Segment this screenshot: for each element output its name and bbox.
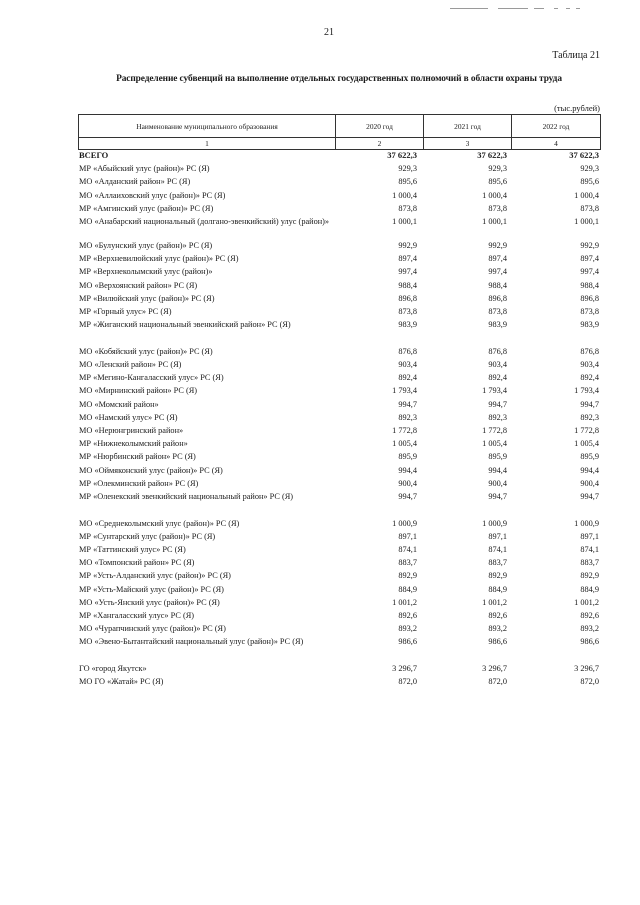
group-spacer	[78, 331, 600, 345]
value-2021: 892,6	[488, 611, 507, 620]
table-row	[78, 371, 600, 384]
table-row	[78, 622, 600, 635]
row-name: МО «Усть-Янский улус (район)» РС (Я)	[79, 597, 220, 607]
value-2020: 873,8	[398, 203, 417, 213]
table-row	[78, 292, 600, 305]
value-2021: 992,9	[488, 240, 507, 250]
value-2022: 1 000,4	[574, 190, 599, 200]
row-name: МР «Вилюйский улус (район)» РС (Я)	[79, 293, 215, 303]
header-2021-column: 2021 год	[424, 115, 512, 138]
header-name-column: Наименование муниципального образования	[79, 115, 336, 138]
table-body	[78, 149, 600, 689]
value-2020: 1 001,2	[392, 597, 417, 607]
table-row	[78, 305, 600, 318]
value-2021: 876,8	[488, 346, 507, 356]
value-2020: 1 793,4	[392, 386, 417, 396]
value-2021: 994,7	[488, 491, 507, 501]
value-2022: 983,9	[580, 320, 599, 330]
value-2022: 892,4	[580, 373, 599, 383]
row-name: МР «Горный улус» РС (Я)	[79, 306, 172, 316]
value-2021: 37 622,3	[477, 150, 507, 160]
header-num-1: 1	[79, 138, 336, 150]
table-row	[78, 477, 600, 490]
table-row	[78, 490, 600, 503]
value-2020: 1 005,4	[392, 439, 417, 449]
value-2020: 892,9	[398, 571, 417, 581]
value-2021: 874,1	[488, 545, 507, 555]
value-2020: 994,4	[398, 465, 417, 475]
value-2022: 1 000,9	[574, 518, 599, 528]
value-2021: 983,9	[488, 320, 507, 330]
row-name: МР «Амгинский улус (район)» РС (Я)	[79, 203, 214, 213]
value-2021: 895,6	[488, 177, 507, 187]
value-2022: 929,3	[580, 164, 599, 174]
value-2022: 1 772,8	[574, 425, 599, 435]
value-2020: 884,9	[398, 584, 417, 594]
value-2022: 897,4	[580, 254, 599, 264]
row-name: МР «Усть-Алданский улус (район)» РС (Я)	[79, 571, 231, 581]
value-2022: 986,6	[580, 637, 599, 647]
row-name: МР «Хангаласский улус» РС (Я)	[79, 611, 195, 620]
table-row	[78, 162, 600, 175]
table-row	[78, 189, 600, 202]
value-2021: 884,9	[488, 584, 507, 594]
value-2021: 900,4	[488, 478, 507, 488]
value-2020: 929,3	[398, 164, 417, 174]
table-row	[78, 517, 600, 530]
row-name: МР «Мегино-Кангаласский улус» РС (Я)	[79, 373, 224, 383]
value-2020: 997,4	[398, 267, 417, 277]
value-2021: 3 296,7	[482, 664, 507, 674]
value-2021: 897,1	[488, 531, 507, 541]
value-2022: 1 000,1	[574, 216, 599, 226]
value-2021: 895,9	[488, 452, 507, 462]
row-name: ВСЕГО	[79, 150, 109, 160]
table-row	[78, 318, 600, 331]
value-2021: 873,8	[488, 306, 507, 316]
value-2022: 997,4	[580, 267, 599, 277]
table-row	[78, 543, 600, 556]
row-name: МО «Кобяйский улус (район)» РС (Я)	[79, 346, 213, 356]
row-name: МР «Абыйский улус (район)» РС (Я)	[79, 164, 210, 174]
row-name: МО «Ленский район» РС (Я)	[79, 360, 182, 370]
value-2021: 892,9	[488, 571, 507, 581]
value-2022: 873,8	[580, 306, 599, 316]
value-2022: 892,3	[580, 412, 599, 422]
value-2022: 1 005,4	[574, 439, 599, 449]
value-2021: 986,6	[488, 637, 507, 647]
value-2020: 897,4	[398, 254, 417, 264]
value-2020: 896,8	[398, 293, 417, 303]
value-2020: 892,4	[398, 373, 417, 383]
value-2021: 893,2	[488, 624, 507, 634]
table-row	[78, 437, 600, 450]
page-title: Распределение субвенций на выполнение отдельных государственных полномочий в области охраны труда	[116, 74, 562, 84]
table-row	[78, 583, 600, 596]
value-2020: 897,1	[398, 531, 417, 541]
header-num-3: 3	[424, 138, 512, 150]
row-name: МР «Оленекский эвенкийский национальный район» РС (Я)	[79, 491, 294, 501]
value-2020: 895,9	[398, 452, 417, 462]
table-row	[78, 464, 600, 477]
value-2020: 892,3	[398, 412, 417, 422]
value-2022: 37 622,3	[569, 150, 599, 160]
table-row	[78, 252, 600, 265]
row-name: ГО «город Якутск»	[79, 664, 147, 674]
value-2022: 992,9	[580, 240, 599, 250]
table-row	[78, 596, 600, 609]
value-2021: 892,3	[488, 412, 507, 422]
row-name: МО «Нерюнгринский район»	[79, 425, 184, 435]
value-2022: 994,7	[580, 399, 599, 409]
value-2022: 895,9	[580, 452, 599, 462]
value-2022: 994,7	[580, 491, 599, 501]
table-row	[78, 239, 600, 252]
value-2022: 873,8	[580, 203, 599, 213]
table-header	[78, 114, 601, 150]
header-num-2: 2	[336, 138, 424, 150]
row-name: МР «Сунтарский улус (район)» РС (Я)	[79, 531, 216, 541]
value-2020: 895,6	[398, 177, 417, 187]
table-row	[78, 279, 600, 292]
value-2020: 876,8	[398, 346, 417, 356]
value-2022: 892,9	[580, 571, 599, 581]
value-2021: 929,3	[488, 164, 507, 174]
total-row	[78, 149, 600, 162]
table-row	[78, 675, 600, 688]
row-name: МР «Усть-Майский улус (район)» РС (Я)	[79, 584, 224, 594]
value-2021: 1 793,4	[482, 386, 507, 396]
table-row	[78, 398, 600, 411]
value-2020: 883,7	[398, 558, 417, 568]
value-2022: 3 296,7	[574, 664, 599, 674]
value-2020: 903,4	[398, 360, 417, 370]
row-name: МР «Нижнеколымский район»	[79, 439, 188, 449]
value-2022: 895,6	[580, 177, 599, 187]
value-2021: 1 772,8	[482, 425, 507, 435]
value-2021: 872,0	[488, 677, 507, 687]
value-2020: 988,4	[398, 280, 417, 290]
row-name: МО «Томпонский район» РС (Я)	[79, 558, 195, 568]
value-2020: 872,0	[398, 677, 417, 687]
value-2020: 893,2	[398, 624, 417, 634]
table-row	[78, 345, 600, 358]
table-row	[78, 635, 600, 648]
value-2022: 903,4	[580, 360, 599, 370]
value-2020: 983,9	[398, 320, 417, 330]
value-2020: 1 772,8	[392, 425, 417, 435]
table-row	[78, 569, 600, 582]
table-row	[78, 424, 600, 437]
value-2020: 994,7	[398, 399, 417, 409]
row-name: МР «Нюрбинский район» РС (Я)	[79, 452, 196, 462]
value-2021: 994,7	[488, 399, 507, 409]
row-name: МО «Булунский улус (район)» РС (Я)	[79, 240, 213, 250]
table-row	[78, 265, 600, 278]
value-2022: 876,8	[580, 346, 599, 356]
value-2020: 1 000,9	[392, 518, 417, 528]
value-2021: 997,4	[488, 267, 507, 277]
row-name: МО «Верхоянский район» РС (Я)	[79, 280, 198, 290]
value-2020: 874,1	[398, 545, 417, 555]
value-2022: 874,1	[580, 545, 599, 555]
value-2021: 1 005,4	[482, 439, 507, 449]
value-2022: 872,0	[580, 677, 599, 687]
value-2021: 896,8	[488, 293, 507, 303]
value-2021: 1 000,1	[482, 216, 507, 226]
row-name: МР «Олекминский район» РС (Я)	[79, 478, 199, 488]
value-2021: 883,7	[488, 558, 507, 568]
table-row	[78, 609, 600, 622]
row-name: МО «Чурапчинский улус (район)» РС (Я)	[79, 624, 226, 634]
header-2022-column: 2022 год	[512, 115, 601, 138]
table-row	[78, 411, 600, 424]
value-2021: 1 001,2	[482, 597, 507, 607]
value-2021: 892,4	[488, 373, 507, 383]
row-name: МО «Алданский район» РС (Я)	[79, 177, 191, 187]
value-2022: 897,1	[580, 531, 599, 541]
row-name: МО «Момский район»	[79, 399, 159, 409]
row-name: МР «Верхневилюйский улус (район)» РС (Я)	[79, 254, 239, 264]
value-2020: 1 000,4	[392, 190, 417, 200]
value-2020: 3 296,7	[392, 664, 417, 674]
value-2020: 994,7	[398, 491, 417, 501]
value-2022: 900,4	[580, 478, 599, 488]
units-label: (тыс.рублей)	[554, 103, 600, 113]
value-2021: 897,4	[488, 254, 507, 264]
row-name: МО ГО «Жатай» РС (Я)	[79, 677, 164, 687]
value-2021: 994,4	[488, 465, 507, 475]
group-spacer	[78, 503, 600, 517]
row-name: МО «Аллаиховский улус (район)» РС (Я)	[79, 190, 226, 200]
value-2020: 873,8	[398, 306, 417, 316]
table-row	[78, 175, 600, 188]
row-name: МО «Намский улус» РС (Я)	[79, 412, 178, 422]
value-2022: 896,8	[580, 293, 599, 303]
value-2020: 992,9	[398, 240, 417, 250]
value-2020: 892,6	[398, 611, 417, 620]
header-num-4: 4	[512, 138, 601, 150]
table-row	[78, 202, 600, 215]
table-row	[78, 215, 600, 239]
value-2020: 900,4	[398, 478, 417, 488]
row-name: МО «Анабарский национальный (долгано-эвенкийский) улус (район)»	[79, 216, 330, 226]
value-2021: 873,8	[488, 203, 507, 213]
table-row	[78, 556, 600, 569]
value-2022: 893,2	[580, 624, 599, 634]
row-name: МР «Верхнеколымский улус (район)»	[79, 267, 213, 277]
row-name: МО «Среднеколымский улус (район)» РС (Я)	[79, 518, 240, 528]
table-row	[78, 358, 600, 371]
header-2020-column: 2020 год	[336, 115, 424, 138]
value-2021: 1 000,9	[482, 518, 507, 528]
value-2022: 988,4	[580, 280, 599, 290]
value-2022: 994,4	[580, 465, 599, 475]
table-row	[78, 662, 600, 675]
row-name: МО «Мирнинский район» РС (Я)	[79, 386, 198, 396]
row-name: МО «Эвено-Бытантайский национальный улус (район)» РС (Я)	[79, 637, 304, 647]
value-2021: 903,4	[488, 360, 507, 370]
table-row	[78, 384, 600, 397]
group-spacer	[78, 649, 600, 663]
value-2022: 884,9	[580, 584, 599, 594]
row-name: МР «Жиганский национальный эвенкийский район» РС (Я)	[79, 320, 291, 330]
value-2022: 1 793,4	[574, 386, 599, 396]
value-2021: 1 000,4	[482, 190, 507, 200]
row-name: МР «Таттинский улус» РС (Я)	[79, 545, 186, 555]
row-name: МО «Оймяконский улус (район)» РС (Я)	[79, 465, 223, 475]
value-2022: 883,7	[580, 558, 599, 568]
table-number: Таблица 21	[552, 50, 600, 61]
value-2021: 988,4	[488, 280, 507, 290]
value-2020: 37 622,3	[387, 150, 417, 160]
value-2020: 1 000,1	[392, 216, 417, 226]
table-row	[78, 530, 600, 543]
table-row	[78, 450, 600, 463]
scan-marks	[450, 8, 580, 12]
value-2022: 892,6	[580, 611, 599, 620]
value-2020: 986,6	[398, 637, 417, 647]
value-2022: 1 001,2	[574, 597, 599, 607]
page-number: 21	[324, 27, 334, 38]
